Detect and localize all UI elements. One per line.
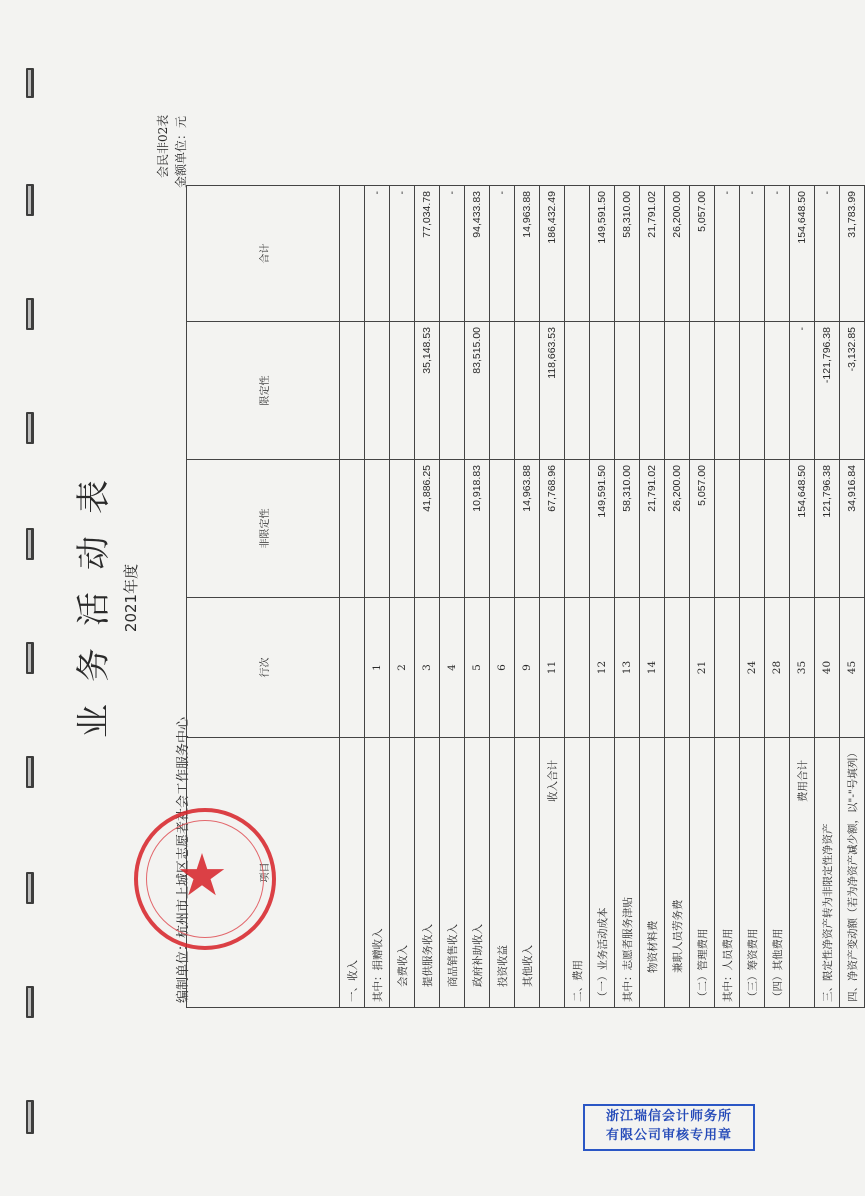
table-row bbox=[690, 186, 715, 1008]
header-restricted: 限定性 bbox=[187, 322, 340, 460]
row-nonrestricted bbox=[565, 460, 590, 598]
row-restricted: 35,148.53 bbox=[415, 322, 440, 460]
table-row bbox=[640, 186, 665, 1008]
row-item: 会费收入 bbox=[390, 738, 415, 1008]
row-total: - bbox=[440, 186, 465, 322]
row-line: 45 bbox=[840, 598, 865, 738]
activity-table bbox=[186, 185, 865, 1008]
header-total: 合计 bbox=[187, 186, 340, 322]
table-row bbox=[815, 186, 840, 1008]
row-restricted bbox=[515, 322, 540, 460]
table-row bbox=[490, 186, 515, 1008]
table-row bbox=[715, 186, 740, 1008]
row-line: 14 bbox=[640, 598, 665, 738]
table-row bbox=[765, 186, 790, 1008]
row-item: 提供服务收入 bbox=[415, 738, 440, 1008]
organization-seal bbox=[134, 808, 276, 950]
row-item: 其中：志愿者服务津贴 bbox=[615, 738, 640, 1008]
table-row bbox=[415, 186, 440, 1008]
row-nonrestricted bbox=[440, 460, 465, 598]
row-total: 21,791.02 bbox=[640, 186, 665, 322]
row-item: 其他收入 bbox=[515, 738, 540, 1008]
row-total: 149,591.50 bbox=[590, 186, 615, 322]
row-line bbox=[565, 598, 590, 738]
row-restricted bbox=[365, 322, 390, 460]
row-item: 二、费用 bbox=[565, 738, 590, 1008]
row-nonrestricted bbox=[490, 460, 515, 598]
row-item: （一）业务活动成本 bbox=[590, 738, 615, 1008]
row-line: 3 bbox=[415, 598, 440, 738]
table-row bbox=[665, 186, 690, 1008]
audit-stamp bbox=[583, 1104, 755, 1151]
row-item: 三、限定性净资产转为非限定性净资产 bbox=[815, 738, 840, 1008]
row-total: 77,034.78 bbox=[415, 186, 440, 322]
table-body bbox=[340, 186, 865, 1008]
row-total: 154,648.50 bbox=[790, 186, 815, 322]
header-item: 项目 bbox=[187, 738, 340, 1008]
row-item: 政府补助收入 bbox=[465, 738, 490, 1008]
table-row bbox=[790, 186, 815, 1008]
document-title: 业务活动表 bbox=[74, 458, 114, 738]
row-nonrestricted bbox=[365, 460, 390, 598]
table-row bbox=[515, 186, 540, 1008]
row-total bbox=[565, 186, 590, 322]
table-row bbox=[365, 186, 390, 1008]
document-year: 2021年度 bbox=[122, 563, 140, 633]
row-restricted: -121,796.38 bbox=[815, 322, 840, 460]
row-restricted bbox=[690, 322, 715, 460]
row-line: 4 bbox=[440, 598, 465, 738]
row-total: 14,963.88 bbox=[515, 186, 540, 322]
row-restricted bbox=[665, 322, 690, 460]
row-line: 21 bbox=[690, 598, 715, 738]
row-restricted bbox=[640, 322, 665, 460]
row-line bbox=[665, 598, 690, 738]
table-row bbox=[590, 186, 615, 1008]
table-row bbox=[540, 186, 565, 1008]
table-row bbox=[465, 186, 490, 1008]
row-restricted: -3,132.85 bbox=[840, 322, 865, 460]
row-restricted bbox=[440, 322, 465, 460]
row-item: 其中：人员费用 bbox=[715, 738, 740, 1008]
header-nonrestricted: 非限定性 bbox=[187, 460, 340, 598]
row-line: 9 bbox=[515, 598, 540, 738]
row-nonrestricted: 67,768.96 bbox=[540, 460, 565, 598]
row-item: 投资收益 bbox=[490, 738, 515, 1008]
row-restricted bbox=[340, 322, 365, 460]
table-row bbox=[340, 186, 365, 1008]
row-total: - bbox=[740, 186, 765, 322]
row-total: - bbox=[490, 186, 515, 322]
row-nonrestricted: 21,791.02 bbox=[640, 460, 665, 598]
row-total: - bbox=[765, 186, 790, 322]
row-total: - bbox=[715, 186, 740, 322]
row-restricted bbox=[715, 322, 740, 460]
row-item: 四、净资产变动额（若为净资产减少额，以"-"号填列） bbox=[840, 738, 865, 1008]
row-nonrestricted: 154,648.50 bbox=[790, 460, 815, 598]
row-line: 6 bbox=[490, 598, 515, 738]
row-total: 58,310.00 bbox=[615, 186, 640, 322]
row-nonrestricted: 10,918.83 bbox=[465, 460, 490, 598]
row-item: 其中：捐赠收入 bbox=[365, 738, 390, 1008]
header-line: 行次 bbox=[187, 598, 340, 738]
row-total: 186,432.49 bbox=[540, 186, 565, 322]
row-restricted: 83,515.00 bbox=[465, 322, 490, 460]
row-line: 13 bbox=[615, 598, 640, 738]
row-item: 商品销售收入 bbox=[440, 738, 465, 1008]
row-nonrestricted bbox=[715, 460, 740, 598]
row-line: 11 bbox=[540, 598, 565, 738]
table-row bbox=[740, 186, 765, 1008]
table-row bbox=[440, 186, 465, 1008]
row-item: 收入合计 bbox=[540, 738, 565, 1008]
row-line: 12 bbox=[590, 598, 615, 738]
row-total: - bbox=[815, 186, 840, 322]
row-nonrestricted: 121,796.38 bbox=[815, 460, 840, 598]
row-item: （四）其他费用 bbox=[765, 738, 790, 1008]
audit-stamp-line2: 有限公司审核专用章 bbox=[605, 1128, 732, 1143]
table-row bbox=[565, 186, 590, 1008]
table-row bbox=[615, 186, 640, 1008]
row-nonrestricted bbox=[765, 460, 790, 598]
row-line bbox=[715, 598, 740, 738]
row-item: 兼职人员劳务费 bbox=[665, 738, 690, 1008]
row-nonrestricted: 58,310.00 bbox=[615, 460, 640, 598]
row-total: 94,433.83 bbox=[465, 186, 490, 322]
row-restricted bbox=[590, 322, 615, 460]
row-restricted bbox=[740, 322, 765, 460]
row-restricted: - bbox=[790, 322, 815, 460]
table-row bbox=[840, 186, 865, 1008]
row-item: （三）筹资费用 bbox=[740, 738, 765, 1008]
row-item: 费用合计 bbox=[790, 738, 815, 1008]
row-line bbox=[340, 598, 365, 738]
row-total: - bbox=[365, 186, 390, 322]
row-total: 26,200.00 bbox=[665, 186, 690, 322]
row-nonrestricted bbox=[340, 460, 365, 598]
row-nonrestricted: 26,200.00 bbox=[665, 460, 690, 598]
row-line: 35 bbox=[790, 598, 815, 738]
row-nonrestricted: 34,916.84 bbox=[840, 460, 865, 598]
row-restricted: 118,663.53 bbox=[540, 322, 565, 460]
audit-stamp-line1: 浙江瑞信会计师务所 bbox=[605, 1109, 732, 1124]
row-line: 5 bbox=[465, 598, 490, 738]
row-line: 24 bbox=[740, 598, 765, 738]
star-icon: ★ bbox=[176, 841, 228, 909]
row-restricted bbox=[490, 322, 515, 460]
row-restricted bbox=[765, 322, 790, 460]
row-item: （二）管理费用 bbox=[690, 738, 715, 1008]
row-nonrestricted bbox=[740, 460, 765, 598]
row-line: 2 bbox=[390, 598, 415, 738]
organization-name: 编制单位：杭州市上城区志愿者社会工作服务中心 bbox=[176, 716, 191, 1003]
row-restricted bbox=[565, 322, 590, 460]
row-total bbox=[340, 186, 365, 322]
row-total: - bbox=[390, 186, 415, 322]
row-nonrestricted: 41,886.25 bbox=[415, 460, 440, 598]
row-nonrestricted bbox=[390, 460, 415, 598]
table-row bbox=[390, 186, 415, 1008]
row-nonrestricted: 149,591.50 bbox=[590, 460, 615, 598]
row-restricted bbox=[615, 322, 640, 460]
amount-unit: 金额单位：元 bbox=[174, 115, 188, 188]
row-line: 28 bbox=[765, 598, 790, 738]
row-item: 一、收入 bbox=[340, 738, 365, 1008]
row-total: 31,783.99 bbox=[840, 186, 865, 322]
row-nonrestricted: 5,057.00 bbox=[690, 460, 715, 598]
row-total: 5,057.00 bbox=[690, 186, 715, 322]
row-item: 物资材料费 bbox=[640, 738, 665, 1008]
form-number: 会民非02表 bbox=[156, 114, 170, 178]
row-line: 40 bbox=[815, 598, 840, 738]
row-restricted bbox=[390, 322, 415, 460]
row-line: 1 bbox=[365, 598, 390, 738]
row-nonrestricted: 14,963.88 bbox=[515, 460, 540, 598]
